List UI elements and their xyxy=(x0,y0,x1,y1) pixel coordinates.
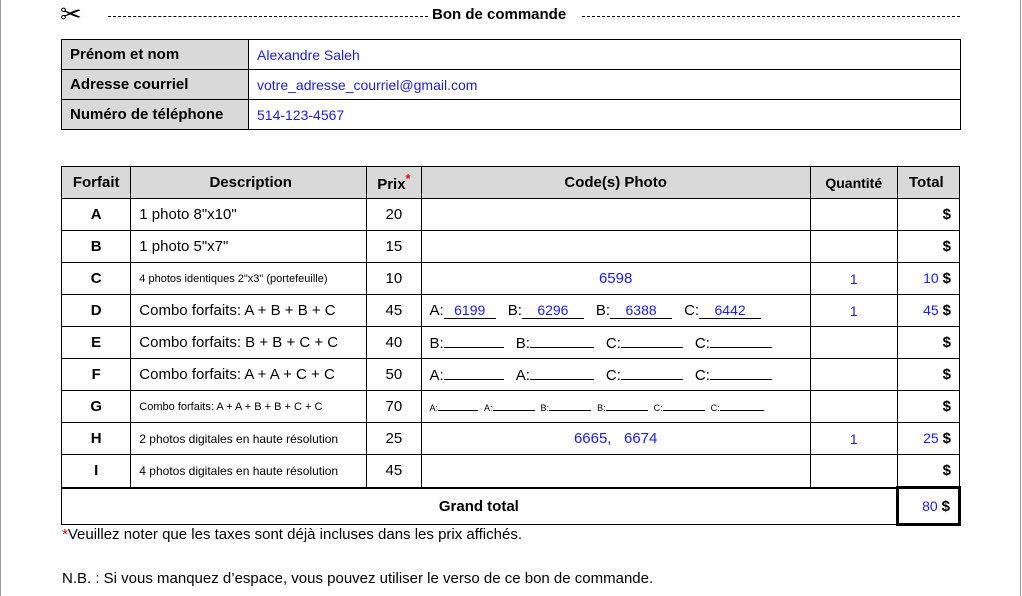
photo-code-field[interactable] xyxy=(606,400,648,411)
photo-codes-field[interactable] xyxy=(421,231,810,263)
photo-code-item xyxy=(484,400,535,413)
photo-code-item xyxy=(695,365,772,384)
col-prix xyxy=(367,167,421,199)
quantity-field[interactable]: 1 xyxy=(810,263,897,295)
photo-code-label: B: xyxy=(540,403,550,413)
photo-code-field[interactable] xyxy=(720,400,764,411)
forfait-price: 15 xyxy=(367,231,421,263)
photo-code-field[interactable]: 6388 xyxy=(610,302,672,319)
grand-total-row xyxy=(62,488,960,525)
forfait-code: H xyxy=(62,423,131,455)
table-row xyxy=(62,231,960,263)
contact-label: Prénom et nom xyxy=(62,40,249,70)
row-total xyxy=(897,391,959,423)
photo-codes-field[interactable] xyxy=(421,199,810,231)
quantity-field[interactable] xyxy=(810,327,897,359)
currency-symbol: $ xyxy=(942,270,951,287)
photo-code-field[interactable] xyxy=(710,365,772,380)
photo-code-item xyxy=(430,302,496,319)
photo-code-label: C: xyxy=(710,403,720,413)
photo-code-field[interactable] xyxy=(621,333,683,348)
photo-code-field[interactable] xyxy=(444,333,504,348)
photo-code-label: C: xyxy=(605,335,621,352)
photo-code-label: B: xyxy=(515,335,530,352)
currency-symbol: $ xyxy=(942,398,951,415)
forfait-price: 20 xyxy=(367,199,421,231)
photo-code-label: A: xyxy=(515,367,530,384)
photo-codes-cell xyxy=(421,327,810,359)
photo-code-field[interactable]: 6199 xyxy=(444,302,496,319)
table-row xyxy=(62,423,960,455)
grand-total-box xyxy=(897,488,959,525)
row-total xyxy=(897,327,959,359)
forfait-price: 50 xyxy=(367,359,421,391)
photo-code-label: B: xyxy=(429,335,444,352)
dashed-line-left xyxy=(108,16,428,17)
photo-code-label: A: xyxy=(429,367,444,384)
photo-codes-cell xyxy=(421,295,810,327)
forfait-description: 1 photo 8"x10" xyxy=(131,199,367,231)
forfait-price: 40 xyxy=(367,327,421,359)
table-row xyxy=(62,263,960,295)
contact-row-email xyxy=(62,70,961,100)
col-total: Total xyxy=(897,167,959,199)
row-total xyxy=(897,423,959,455)
photo-code-field[interactable] xyxy=(444,365,504,380)
forfait-code: G xyxy=(62,391,131,423)
photo-code-label: A: xyxy=(429,302,444,319)
forfait-code: C xyxy=(62,263,131,295)
tax-note-text: Veuillez noter que les taxes sont déjà incluses dans les prix affichés. xyxy=(67,526,522,543)
email-field[interactable]: votre_adresse_courriel@gmail.com xyxy=(249,70,961,100)
table-row xyxy=(62,295,960,327)
forfait-code: I xyxy=(62,455,131,488)
row-total-value: 10 xyxy=(923,270,939,286)
photo-code-field[interactable] xyxy=(530,365,594,380)
contact-table xyxy=(61,39,961,130)
photo-code-label: A: xyxy=(429,403,439,413)
row-total-value: 25 xyxy=(923,430,939,446)
photo-code-item xyxy=(430,333,504,352)
forfait-price: 45 xyxy=(367,295,421,327)
col-forfait: Forfait xyxy=(62,167,131,199)
photo-code-label: C: xyxy=(694,367,710,384)
photo-code-field[interactable] xyxy=(493,400,535,411)
forfait-description: 4 photos digitales en haute résolution xyxy=(131,455,367,488)
photo-code-item xyxy=(684,302,761,319)
page-border-right xyxy=(1020,0,1021,596)
photo-code-label: C: xyxy=(694,335,710,352)
forfait-code: F xyxy=(62,359,131,391)
currency-symbol: $ xyxy=(942,462,951,479)
photo-code-item xyxy=(516,333,594,352)
page-border-left xyxy=(0,0,1,596)
quantity-field[interactable] xyxy=(810,199,897,231)
col-description: Description xyxy=(131,167,367,199)
grand-total-value: 80 xyxy=(922,497,938,514)
photo-code-field[interactable] xyxy=(663,400,705,411)
forfait-code: D xyxy=(62,295,131,327)
order-table xyxy=(61,166,961,526)
name-field[interactable]: Alexandre Saleh xyxy=(249,40,961,70)
row-total xyxy=(897,359,959,391)
forfait-price: 10 xyxy=(367,263,421,295)
scissors-icon: ✂ xyxy=(60,0,82,30)
forfait-description: 2 photos digitales en haute résolution xyxy=(131,423,367,455)
table-row xyxy=(62,327,960,359)
photo-code-label: C: xyxy=(605,367,621,384)
currency-symbol: $ xyxy=(942,302,951,319)
grand-total-label: Grand total xyxy=(62,488,898,525)
photo-code-fields xyxy=(426,400,806,413)
photo-code-item xyxy=(430,400,479,413)
dashed-line-right xyxy=(582,16,960,17)
photo-code-fields xyxy=(426,302,806,319)
quantity-field[interactable]: 1 xyxy=(810,295,897,327)
tax-note xyxy=(62,526,522,543)
photo-code-label: A: xyxy=(484,403,493,413)
currency-symbol: $ xyxy=(942,430,951,447)
col-prix-label: Prix xyxy=(377,176,406,193)
quantity-field[interactable] xyxy=(810,231,897,263)
photo-code-label: C: xyxy=(653,403,663,413)
quantity-field[interactable] xyxy=(810,391,897,423)
tax-note-asterisk: * xyxy=(62,526,68,543)
currency-symbol: $ xyxy=(941,497,950,515)
photo-codes-cell xyxy=(421,391,810,423)
photo-code-field[interactable] xyxy=(530,333,594,348)
table-row xyxy=(62,359,960,391)
forfait-code: E xyxy=(62,327,131,359)
quantity-field[interactable] xyxy=(810,359,897,391)
row-total xyxy=(897,231,959,263)
photo-codes-cell xyxy=(421,359,810,391)
photo-code-item xyxy=(597,400,648,413)
forfait-code: B xyxy=(62,231,131,263)
photo-code-item xyxy=(606,365,683,384)
photo-code-item xyxy=(695,333,772,352)
photo-code-item xyxy=(711,400,764,413)
nb-note: N.B. : Si vous manquez d’espace, vous pouvez utiliser le verso de ce bon de commande. xyxy=(62,570,654,587)
quantity-field[interactable]: 1 xyxy=(810,423,897,455)
photo-code-field[interactable] xyxy=(710,333,772,348)
col-quantite: Quantité xyxy=(810,167,897,199)
photo-code-field[interactable]: 6442 xyxy=(699,302,761,319)
photo-code-item xyxy=(508,302,584,319)
photo-code-label: B: xyxy=(595,302,611,319)
currency-symbol: $ xyxy=(942,238,951,255)
photo-code-item xyxy=(654,400,705,413)
photo-code-item xyxy=(430,365,504,384)
photo-code-fields xyxy=(426,333,806,352)
currency-symbol: $ xyxy=(942,334,951,351)
photo-code-field[interactable]: 6296 xyxy=(522,302,584,319)
photo-code-item xyxy=(516,365,594,384)
forfait-price: 25 xyxy=(367,423,421,455)
photo-code-item xyxy=(606,333,683,352)
currency-symbol: $ xyxy=(942,366,951,383)
row-total xyxy=(897,455,959,488)
row-total xyxy=(897,295,959,327)
table-row xyxy=(62,455,960,488)
row-total xyxy=(897,199,959,231)
forfait-description: Combo forfaits: A + A + C + C xyxy=(131,359,367,391)
forfait-description: Combo forfaits: A + B + B + C xyxy=(131,295,367,327)
contact-label: Numéro de téléphone xyxy=(62,100,249,130)
forfait-description: 4 photos identiques 2"x3" (portefeuille) xyxy=(131,263,367,295)
table-row xyxy=(62,199,960,231)
tax-asterisk: * xyxy=(405,172,411,186)
photo-code-fields xyxy=(426,365,806,384)
photo-code-label: B: xyxy=(597,403,606,413)
quantity-field[interactable] xyxy=(810,455,897,488)
contact-row-phone xyxy=(62,100,961,130)
form-title: Bon de commande xyxy=(432,6,567,23)
currency-symbol: $ xyxy=(942,206,951,223)
row-total xyxy=(897,263,959,295)
photo-codes-field[interactable]: 6598 xyxy=(421,263,810,295)
photo-codes-field[interactable] xyxy=(421,455,810,488)
forfait-price: 45 xyxy=(367,455,421,488)
photo-code-field[interactable] xyxy=(621,365,683,380)
row-total-value: 45 xyxy=(923,302,939,318)
photo-code-field[interactable] xyxy=(549,400,591,411)
table-row xyxy=(62,391,960,423)
photo-code-label: B: xyxy=(507,302,522,319)
phone-field[interactable]: 514-123-4567 xyxy=(249,100,961,130)
forfait-description: 1 photo 5"x7" xyxy=(131,231,367,263)
col-codes: Code(s) Photo xyxy=(421,167,810,199)
photo-code-label: C: xyxy=(684,302,700,319)
photo-code-item xyxy=(541,400,592,413)
photo-codes-field[interactable]: 6665, 6674 xyxy=(421,423,810,455)
forfait-code: A xyxy=(62,199,131,231)
order-header-row xyxy=(62,167,960,199)
forfait-price: 70 xyxy=(367,391,421,423)
forfait-description: Combo forfaits: B + B + C + C xyxy=(131,327,367,359)
contact-label: Adresse courriel xyxy=(62,70,249,100)
forfait-description: Combo forfaits: A + A + B + B + C + C xyxy=(131,391,367,423)
cut-line-header xyxy=(60,0,960,30)
photo-code-item xyxy=(596,302,672,319)
photo-code-field[interactable] xyxy=(438,400,478,411)
contact-row-name xyxy=(62,40,961,70)
